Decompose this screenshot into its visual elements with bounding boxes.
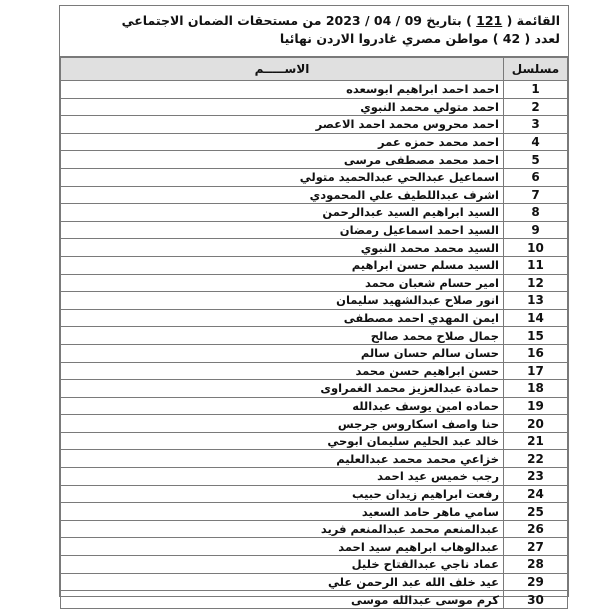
serial-cell: 6 — [504, 168, 568, 186]
name-cell: السيد احمد اسماعيل رمضان — [61, 221, 504, 239]
header-line-1 — [68, 12, 560, 30]
table-row — [61, 274, 568, 292]
name-cell: احمد احمد ابراهيم ابوسعده — [61, 81, 504, 99]
table-row — [61, 450, 568, 468]
name-cell: اشرف عبداللطيف علي المحمودي — [61, 186, 504, 204]
name-cell: احمد محمد حمزه عمر — [61, 133, 504, 151]
table-row — [61, 151, 568, 169]
serial-cell: 1 — [504, 81, 568, 99]
table-header-row — [61, 58, 568, 81]
name-cell: خزاعي محمد محمد عبدالعليم — [61, 450, 504, 468]
serial-cell: 28 — [504, 556, 568, 574]
serial-cell: 26 — [504, 520, 568, 538]
serial-cell: 3 — [504, 116, 568, 134]
table-row — [61, 380, 568, 398]
table-row — [61, 186, 568, 204]
name-cell: حسان سالم حسان سالم — [61, 344, 504, 362]
table-row — [61, 168, 568, 186]
serial-cell: 22 — [504, 450, 568, 468]
table-row — [61, 256, 568, 274]
table-row — [61, 432, 568, 450]
table-row — [61, 221, 568, 239]
serial-cell: 2 — [504, 98, 568, 116]
name-cell: امير حسام شعبان محمد — [61, 274, 504, 292]
name-cell: عماد ناجي عبدالفتاح خليل — [61, 556, 504, 574]
table-row — [61, 520, 568, 538]
document-header — [60, 6, 568, 57]
serial-cell: 21 — [504, 432, 568, 450]
serial-cell: 12 — [504, 274, 568, 292]
name-cell: ايمن المهدي احمد مصطفى — [61, 309, 504, 327]
table-row — [61, 81, 568, 99]
serial-cell: 20 — [504, 415, 568, 433]
name-cell: عبدالمنعم محمد عبدالمنعم فريد — [61, 520, 504, 538]
serial-cell: 14 — [504, 309, 568, 327]
serial-cell: 11 — [504, 256, 568, 274]
name-cell: السيد ابراهيم السيد عبدالرحمن — [61, 204, 504, 222]
serial-cell: 24 — [504, 485, 568, 503]
header-line-1-rest: ) بتاريخ 09 / 04 / 2023 من مستحقات الضمان الاجتماعي — [121, 13, 472, 28]
name-cell: كرم موسى عبدالله موسى — [61, 591, 504, 609]
name-cell: جمال صلاح محمد صالح — [61, 327, 504, 345]
table-row — [61, 362, 568, 380]
table-row — [61, 327, 568, 345]
table-row — [61, 538, 568, 556]
serial-cell: 25 — [504, 503, 568, 521]
table-row — [61, 98, 568, 116]
serial-cell: 17 — [504, 362, 568, 380]
serial-cell: 8 — [504, 204, 568, 222]
serial-cell: 9 — [504, 221, 568, 239]
serial-cell: 30 — [504, 591, 568, 609]
name-cell: سامي ماهر حامد السعيد — [61, 503, 504, 521]
name-cell: حماده امين يوسف عبدالله — [61, 397, 504, 415]
table-row — [61, 133, 568, 151]
serial-cell: 10 — [504, 239, 568, 257]
serial-cell: 27 — [504, 538, 568, 556]
name-column-header: الاســـــم — [61, 58, 504, 81]
name-cell: اسماعيل عبدالحي عبدالحميد متولي — [61, 168, 504, 186]
name-cell: حمادة عبدالعزيز محمد الغمراوى — [61, 380, 504, 398]
header-line-2: لعدد ( 42 ) مواطن مصري غادروا الاردن نهائيا — [279, 31, 560, 46]
serial-column-header: مسلسل — [504, 58, 568, 81]
table-row — [61, 415, 568, 433]
table-row — [61, 573, 568, 591]
table-row — [61, 309, 568, 327]
names-table — [60, 57, 568, 609]
header-prefix: القائمة ( — [506, 13, 560, 28]
name-cell: احمد محمد مصطفى مرسى — [61, 151, 504, 169]
name-cell: احمد متولي محمد النبوي — [61, 98, 504, 116]
table-row — [61, 556, 568, 574]
table-row — [61, 344, 568, 362]
table-row — [61, 204, 568, 222]
serial-cell: 29 — [504, 573, 568, 591]
document-sheet — [59, 5, 569, 607]
name-cell: عبدالوهاب ابراهيم سيد احمد — [61, 538, 504, 556]
name-cell: السيد مسلم حسن ابراهيم — [61, 256, 504, 274]
serial-cell: 16 — [504, 344, 568, 362]
name-cell: حنا واصف اسكاروس جرجس — [61, 415, 504, 433]
name-cell: السيد محمد محمد النبوي — [61, 239, 504, 257]
serial-cell: 19 — [504, 397, 568, 415]
name-cell: انور صلاح عبدالشهيد سليمان — [61, 292, 504, 310]
table-row — [61, 397, 568, 415]
name-cell: احمد محروس محمد احمد الاعصر — [61, 116, 504, 134]
table-row — [61, 503, 568, 521]
serial-cell: 13 — [504, 292, 568, 310]
table-row — [61, 239, 568, 257]
table-row — [61, 116, 568, 134]
list-number: 121 — [476, 13, 503, 28]
table-row — [61, 485, 568, 503]
table-row — [61, 292, 568, 310]
serial-cell: 18 — [504, 380, 568, 398]
name-cell: عيد خلف الله عبد الرحمن علي — [61, 573, 504, 591]
serial-cell: 4 — [504, 133, 568, 151]
name-cell: رفعت ابراهيم زيدان حبيب — [61, 485, 504, 503]
name-cell: رجب خميس عيد احمد — [61, 468, 504, 486]
serial-cell: 5 — [504, 151, 568, 169]
table-row — [61, 468, 568, 486]
serial-cell: 15 — [504, 327, 568, 345]
serial-cell: 23 — [504, 468, 568, 486]
name-cell: حسن ابراهيم حسن محمد — [61, 362, 504, 380]
serial-cell: 7 — [504, 186, 568, 204]
name-cell: خالد عبد الحليم سليمان ابوحي — [61, 432, 504, 450]
